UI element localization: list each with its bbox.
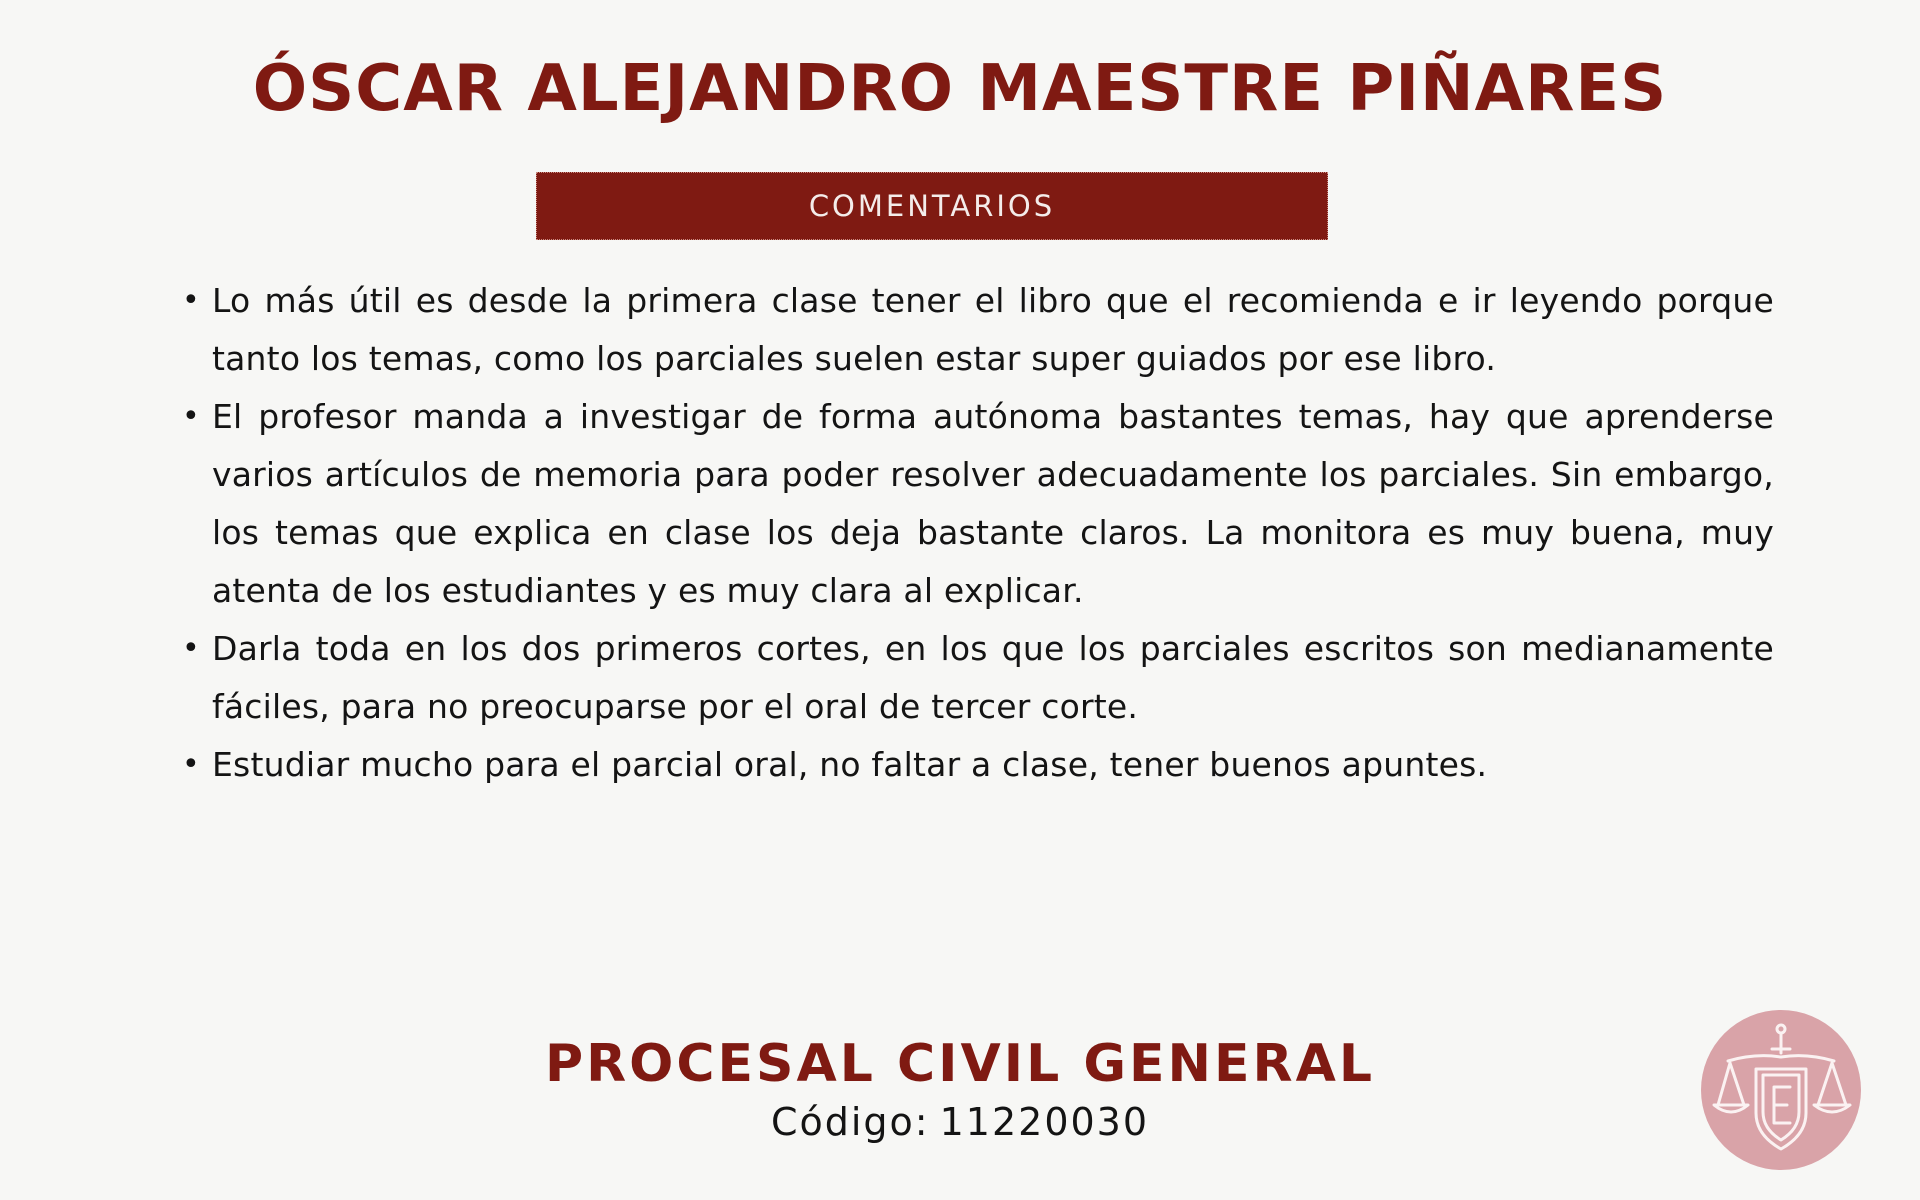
comment-item	[178, 388, 1774, 620]
comment-item	[178, 620, 1774, 736]
bullet-icon: •	[182, 631, 200, 666]
section-banner	[536, 172, 1328, 240]
section-banner-label: COMENTARIOS	[808, 189, 1056, 223]
subject-code-value: 11220030	[939, 1100, 1150, 1144]
comment-item	[178, 272, 1774, 388]
bullet-icon: •	[182, 747, 200, 782]
comment-text: Lo más útil es desde la primera clase tener el libro que el recomienda e ir leyendo porque tanto los temas, como los parciales suelen estar super guiados por ese libro.	[212, 281, 1774, 378]
comment-text: Darla toda en los dos primeros cortes, en los que los parciales escritos son medianamente fáciles, para no preocuparse por el oral de tercer corte.	[212, 629, 1774, 726]
subject-title: PROCESAL CIVIL GENERAL	[545, 1034, 1375, 1094]
scales-of-justice-emblem-icon	[1700, 1009, 1862, 1171]
bullet-icon: •	[182, 283, 200, 318]
bullet-icon: •	[182, 399, 200, 434]
subject-code	[0, 1100, 1920, 1144]
comment-text: El profesor manda a investigar de forma autónoma bastantes temas, hay que aprenderse varios artículos de memoria para poder resolver adecuadamente los parciales. Sin embargo, los temas que explica en clase los deja bastante claros. La monitora es muy buena, muy atenta de los estudiantes y es muy clara al explicar.	[212, 397, 1774, 610]
comment-item	[178, 736, 1774, 794]
comment-text: Estudiar mucho para el parcial oral, no faltar a clase, tener buenos apuntes.	[212, 745, 1488, 784]
subject-code-label: Código:	[770, 1100, 930, 1144]
comments-list	[178, 272, 1774, 794]
professor-name-title: ÓSCAR ALEJANDRO MAESTRE PIÑARES	[252, 52, 1668, 126]
